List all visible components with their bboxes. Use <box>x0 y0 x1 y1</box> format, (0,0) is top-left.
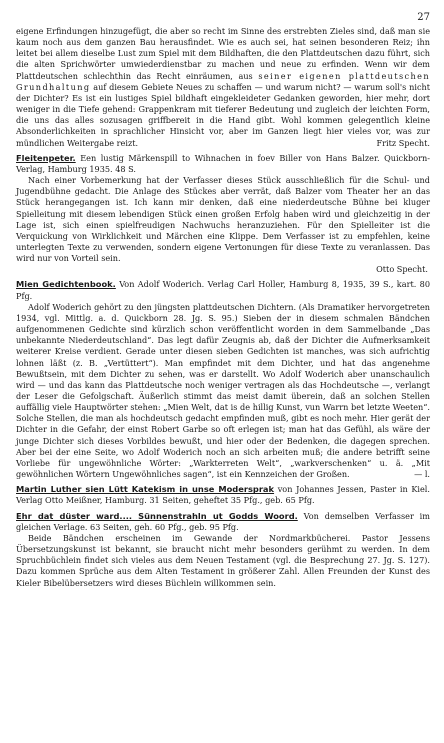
luther-title: Martin Luther sien Lütt Katekism in unse Modersprak <box>16 484 275 495</box>
review-intro-paragraph <box>16 26 430 149</box>
fleitenpeter-review: Nach einer Vorbemerkung hat der Verfasser dieses Stück ausschließlich für die Schul- und Jugendbühne gedacht. Die Anlage des Stückes aber verrät, daß Balzer vom Theater her an das Stück herangegangen ist. Ich kann mir denken, daß eine niederdeutsche Bühne bei kluger Spielleitung mit diesem lebendigen Stück einen großen Erfolg haben wird und gleichzeitig in der Lage ist, sich einen spielfreudigen Nachwuchs heranzuziehen. Für den Spielleiter ist die Verquickung von Wirklichkeit und Märchen eine Klippe. Dem Verfasser ist zu empfehlen, keine unterlegten Texte zu verwenden, sondern eigene Vertonungen für diese Texte zu veranlassen. Das wird nur von Vorteil sein. <box>16 175 430 264</box>
fleitenpeter-title: Fleitenpeter. <box>16 152 76 163</box>
gedichtenbook-signature: — l. <box>414 469 430 480</box>
page-number: 27 <box>417 12 430 23</box>
fleitenpeter-heading <box>16 153 430 175</box>
intro-text-2: auf diesem Gebiete Neues zu schaffen — und warum nicht? — warum soll's nicht der Dichter? Es ist ein lustiges Spiel bildhaft eingekleideter Gedanken geworden, hier mehr, dort weniger in die Tiefe gehend: Grappenkram mit tieferer Bedeutung und zugleich der leichten Form, die uns das alles sozusagen griffbereit in die Hand gibt. Wohl kommen gelegentlich kleine Absonderlichkeiten in sprachlicher Hinsicht vor, aber im Ganzen liegt hier vieles vor, was zur mündlichen Weitergabe reizt. <box>16 81 430 148</box>
gedichtenbook-bibliography: Von Adolf Woderich. Verlag Carl Holler, Hamburg 8, 1935, 39 S., kart. 80 Pfg. <box>16 279 430 301</box>
ehr-review: Beide Bändchen erscheinen im Gewande der Nordmarkbücherei. Pastor Jessens Übersetzungskunst ist bekannt, sie braucht nicht mehr besonders gerühmt zu werden. In dem Spruchbüchlein findet sich vieles aus dem Neuen Testament (vgl. die Besprechung 27. Jg. S. 127). Dazu kommen Sprüche aus dem Alten Testament in größerer Zahl. Allen Freunden der Kunst des Kieler Bibelübersetzers wird dieses Büchlein willkommen sein. <box>16 532 430 588</box>
luther-heading <box>16 484 430 506</box>
gedichtenbook-heading <box>16 279 430 301</box>
intro-text: eigene Erfindungen hinzugefügt, die aber so recht im Sinne des erstrebten Zieles sind, daß man sie kaum noch aus dem ganzen Bau herausfindet. Wie es auch sei, hat seinen besonderen Reiz; ihn leitet bei allem dieselbe Lust zum Spiel mit dem Bildhaften, die den Plattdeutschen dazu führt, sich die alten Sprichwörter umwiederdienstbar zu machen und neue zu erfinden. Wenn wir dem Plattdeutschen schlechthin das Recht einräumen, aus <box>16 26 430 81</box>
fleitenpeter-bibliography: Een lustig Märkenspill to Wihnachen in foev Biller von Hans Balzer. Quickborn-Verlag, Hamburg 1935. 48 S. <box>16 152 430 174</box>
intro-emphasis: seiner eigenen plattdeutschen Grundhaltung <box>16 70 430 92</box>
gedichtenbook-review <box>16 302 430 481</box>
ehr-heading <box>16 511 430 533</box>
ehr-bibliography: Von demselben Verfasser im gleichen Verlage. 63 Seiten, geh. 60 Pfg., geb. 95 Pfg. <box>16 510 430 532</box>
page-content <box>16 26 430 589</box>
gedichtenbook-review-text: Adolf Woderich gehört zu den jüngsten plattdeutschen Dichtern. (Als Dramatiker hervorgetreten 1934, vgl. Mittlg. a. d. Quickborn 28. Jg. S. 95.) Sieben der in diesem schmalen Bändchen aufgenommenen Gedichte sind kürzlich schon veröffentlicht worden in dem Sammelbande „Das unbekannte Niederdeutschland“. Das legt dafür Zeugnis ab, daß der Dichter die Aufmerksamkeit weiterer Kreise verdient. Gerade unter diesen sieben Gedichten ist manches, was sich aufrichtig lohnen läßt (z. B. „Vertüttert“). Man empfindet mit dem Dichter, und hat das angenehme Bewußtsein, mit dem Dichter zu sehen, was er darstellt. Wo Adolf Woderich aber unanschaulich wird — und das kann das Plattdeutsche noch weniger vertragen als das Hochdeutsche —, verlangt der Leser die Gefolgschaft. Äußerlich stimmt das meist damit überein, daß an solchen Stellen auffällig viele Hauptwörter stehen: „Mien Welt, dat is de hillig Kunst, vun Warrn bet letzte Weeten“. Solche Stellen, die man als hochdeutsch gedacht empfinden muß, gibt es noch mehr. Hier gerät der Dichter in die Gefahr, der einst Robert Garbe so oft erlegen ist; man hat das Gefühl, als wäre der junge Dichter sich dieses Vorbildes bewußt, und hier oder der Bedenken, die dagegen sprechen. Aber bei der eine Seite, wo Adolf Woderich noch an sich arbeiten muß; die andere betrifft seine Vorliebe für ungewöhnliche Wörter: „Warkterreten Welt“, „warkverschenken“ u. ä. „Mit gewöhnlichen Wörtern Ungewöhnliches sagen“, ist ein Kennzeichen der Großen. <box>16 301 430 480</box>
fleitenpeter-signature: Otto Specht. <box>376 264 428 275</box>
gedichtenbook-title: Mien Gedichtenbook. <box>16 279 116 290</box>
luther-bibliography: von Johannes Jessen, Paster in Kiel. Verlag Otto Meißner, Hamburg. 31 Seiten, geheftet 35 Pfg., geb. 65 Pfg. <box>16 484 430 506</box>
intro-signature: Fritz Specht. <box>376 137 430 148</box>
ehr-title: Ehr dat düster ward.... Sünnenstrahln ut Godds Woord. <box>16 510 298 521</box>
